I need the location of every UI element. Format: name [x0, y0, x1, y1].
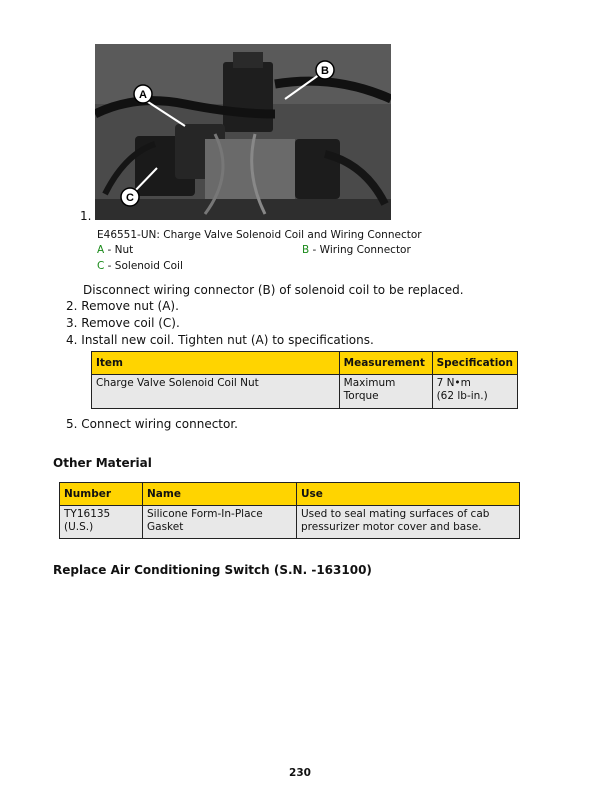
other-material-header — [60, 483, 520, 506]
list-number-1: 1. — [80, 209, 92, 223]
step-2: 2. Remove nut (A). — [66, 299, 179, 313]
callout-c: C — [126, 192, 134, 204]
step-3: 3. Remove coil (C). — [66, 316, 180, 330]
cell-measurement: Maximum Torque — [339, 375, 432, 409]
spec-table-header — [92, 352, 518, 375]
other-material-heading: Other Material — [53, 456, 152, 470]
legend-item-b: B - Wiring Connector — [302, 244, 411, 256]
step-4: 4. Install new coil. Tighten nut (A) to specifications. — [66, 333, 374, 347]
table-row — [60, 506, 520, 539]
cell-item: Charge Valve Solenoid Coil Nut — [92, 375, 340, 409]
legend-item-a: A - Nut — [97, 244, 134, 256]
col-name: Name — [143, 483, 297, 506]
cell-name: Silicone Form-In-Place Gasket — [143, 506, 297, 539]
table-row — [92, 375, 518, 409]
callout-a: A — [139, 89, 147, 101]
col-number: Number — [60, 483, 143, 506]
step-intro: Disconnect wiring connector (B) of solenoid coil to be replaced. — [83, 283, 464, 297]
step-5: 5. Connect wiring connector. — [66, 417, 238, 431]
solenoid-photo — [95, 44, 391, 220]
cell-number: TY16135 (U.S.) — [60, 506, 143, 539]
col-specification: Specification — [432, 352, 517, 375]
col-measurement: Measurement — [339, 352, 432, 375]
spec-table — [91, 351, 518, 409]
cell-use: Used to seal mating surfaces of cab pressurizer motor cover and base. — [297, 506, 520, 539]
figure-caption: E46551-UN: Charge Valve Solenoid Coil and Wiring Connector — [97, 229, 422, 241]
col-use: Use — [297, 483, 520, 506]
callout-b: B — [321, 65, 329, 77]
col-item: Item — [92, 352, 340, 375]
legend-item-c: C - Solenoid Coil — [97, 260, 183, 272]
section-heading: Replace Air Conditioning Switch (S.N. -163100) — [53, 563, 372, 577]
page-number: 230 — [289, 767, 311, 779]
cell-specification: 7 N•m (62 lb-in.) — [432, 375, 517, 409]
other-material-table — [59, 482, 520, 539]
